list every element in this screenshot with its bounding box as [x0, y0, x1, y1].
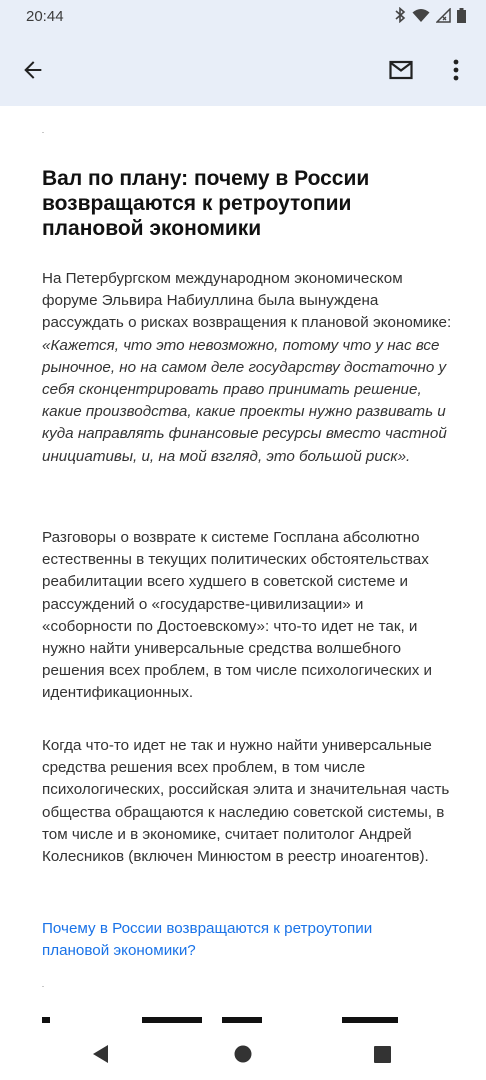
mail-button[interactable]: [377, 34, 425, 106]
article-paragraph-3: Когда что-то идет не так и нужно найти универсальные средства решения всех проблем, в том числе психологических, российская элита и значительная часть общества обращаются к наследию советской системы, в том числе и в экономике, считает политолог Андрей Колесников (включен Минюстом в реестр иноагентов).: [42, 737, 450, 866]
nav-back-icon: [93, 1045, 109, 1063]
nav-home-icon: [234, 1045, 252, 1063]
nabiullina-quote: «Кажется, что это невозможно, потому что у нас все рыночное, но на самом деле государству достаточно у себя сконцентрировать право принимать решение, какие производства, какие проекты нужно развивать и куда направлять финансовые ресурсы вместо частной инициативы, и, на мой взгляд, это большой риск».: [42, 336, 447, 465]
battery-icon: [457, 8, 466, 23]
separator-dot-2: [42, 986, 44, 987]
separator-dot: [42, 132, 44, 133]
arrow-back-icon: [22, 59, 44, 81]
wifi-icon: [412, 8, 430, 23]
status-icons: [394, 7, 466, 23]
more-options-button[interactable]: [432, 34, 480, 106]
paragraph-1-intro: На Петербургском международном экономическом форуме Эльвира Набиуллина была вынуждена рассуждать о рисках возвращения к плановой экономике:: [42, 270, 452, 332]
next-heading-partial: [42, 1017, 402, 1027]
article-title: Вал по плану: почему в России возвращаются к ретроутопии плановой экономики: [42, 167, 370, 240]
more-vert-icon: [453, 59, 459, 81]
signal-icon: [436, 8, 451, 23]
navigation-bar: [0, 1028, 486, 1080]
nav-back-button[interactable]: [71, 1028, 131, 1080]
nav-recents-button[interactable]: [352, 1028, 412, 1080]
article-paragraph-2: Разговоры о возврате к системе Госплана абсолютно естественны в текущих политических обстоятельствах реабилитации всего худшего в советской системе и рассуждений о «государстве-цивилизации» и «соборности по Достоевскому»: что-то идет не так, и нужно найти универсальные средства волшебного решения всех проблем, в том числе психологических и идентификационных.: [42, 529, 432, 702]
next-heading-glyphs: [42, 1017, 402, 1027]
nav-recents-icon: [374, 1046, 391, 1063]
mail-icon: [389, 60, 413, 80]
app-bar: [0, 34, 486, 106]
back-button[interactable]: [9, 34, 57, 106]
bluetooth-icon: [394, 7, 406, 23]
status-bar: [0, 0, 486, 34]
read-more-link[interactable]: Почему в России возвращаются к ретроутопии плановой экономики?: [42, 920, 373, 960]
article-paragraph-1: [42, 268, 457, 468]
status-time: 20:44: [26, 8, 64, 25]
nav-home-button[interactable]: [213, 1028, 273, 1080]
